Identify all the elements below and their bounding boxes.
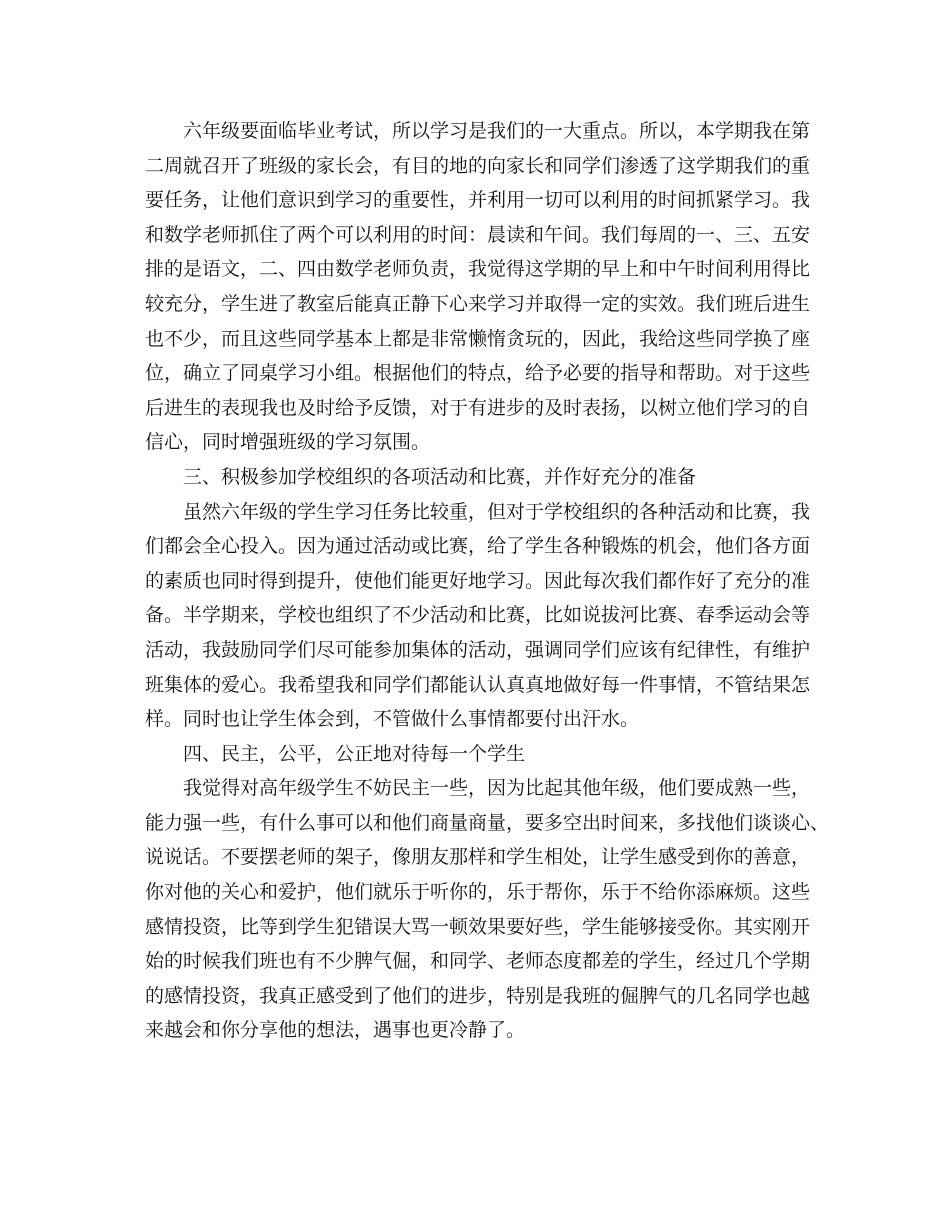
- text-line: 感情投资，比等到学生犯错误大骂一顿效果要好些，学生能够接受你。其实刚开: [145, 915, 811, 938]
- text-line: 的素质也同时得到提升，使他们能更好地学习。因此每次我们都作好了充分的准: [145, 569, 811, 592]
- text-line: 信心，同时增强班级的学习氛围。: [145, 431, 431, 454]
- text-line: 较充分，学生进了教室后能真正静下心来学习并取得一定的实效。我们班后进生: [145, 292, 811, 315]
- paragraph-fairness: [145, 771, 830, 1048]
- heading-line: 三、积极参加学校组织的各项活动和比赛，并作好充分的准备: [183, 465, 697, 488]
- text-line: 来越会和你分享他的想法，遇事也更冷静了。: [145, 1019, 526, 1042]
- text-line: 位，确立了同桌学习小组。根据他们的特点，给予必要的指导和帮助。对于这些: [145, 362, 811, 385]
- text-line: 也不少，而且这些同学基本上都是非常懒惰贪玩的，因此，我给这些同学换了座: [145, 327, 811, 350]
- text-line: 我觉得对高年级学生不妨民主一些，因为比起其他年级，他们要成熟一些，: [183, 777, 811, 800]
- heading-line: 四、民主，公平，公正地对待每一个学生: [183, 742, 526, 765]
- section-heading-activities: [145, 460, 805, 495]
- text-line: 和数学老师抓住了两个可以利用的时间：晨读和午间。我们每周的一、三、五安: [145, 223, 811, 246]
- text-line: 的感情投资，我真正感受到了他们的进步，特别是我班的倔脾气的几名同学也越: [145, 984, 811, 1007]
- text-line: 能力强一些，有什么事可以和他们商量商量，要多空出时间来，多找他们谈谈心、: [145, 811, 830, 834]
- text-line: 班集体的爱心。我希望我和同学们都能认认真真地做好每一件事情，不管结果怎: [145, 673, 811, 696]
- text-line: 六年级要面临毕业考试，所以学习是我们的一大重点。所以，本学期我在第: [183, 120, 811, 142]
- text-line: 始的时候我们班也有不少脾气倔，和同学、老师态度都差的学生，经过几个学期: [145, 950, 811, 973]
- text-line: 活动，我鼓励同学们尽可能参加集体的活动，强调同学们应该有纪律性，有维护: [145, 638, 811, 661]
- text-line: 后进生的表现我也及时给予反馈，对于有进步的及时表扬，以树立他们学习的自: [145, 396, 811, 419]
- section-heading-fairness: [145, 737, 805, 772]
- text-line: 二周就召开了班级的家长会，有目的地的向家长和同学们渗透了这学期我们的重: [145, 154, 811, 177]
- text-line: 排的是语文，二、四由数学老师负责，我觉得这学期的早上和中午时间利用得比: [145, 258, 811, 281]
- text-line: 你对他的关心和爱护，他们就乐于听你的，乐于帮你，乐于不给你添麻烦。这些: [145, 881, 811, 904]
- text-line: 们都会全心投入。因为通过活动或比赛，给了学生各种锻炼的机会，他们各方面: [145, 535, 811, 558]
- text-line: 备。半学期来，学校也组织了不少活动和比赛，比如说拔河比赛、春季运动会等: [145, 604, 811, 627]
- paragraph-study-focus: [145, 114, 811, 460]
- text-line: 虽然六年级的学生学习任务比较重，但对于学校组织的各种活动和比赛，我: [183, 500, 811, 523]
- paragraph-activities: [145, 495, 811, 737]
- document-body: [145, 114, 830, 1048]
- text-line: 说说话。不要摆老师的架子，像朋友那样和学生相处，让学生感受到你的善意，: [145, 846, 811, 869]
- text-line: 要任务，让他们意识到学习的重要性，并利用一切可以利用的时间抓紧学习。我: [145, 189, 811, 212]
- text-line: 样。同时也让学生体会到，不管做什么事情都要付出汗水。: [145, 708, 640, 731]
